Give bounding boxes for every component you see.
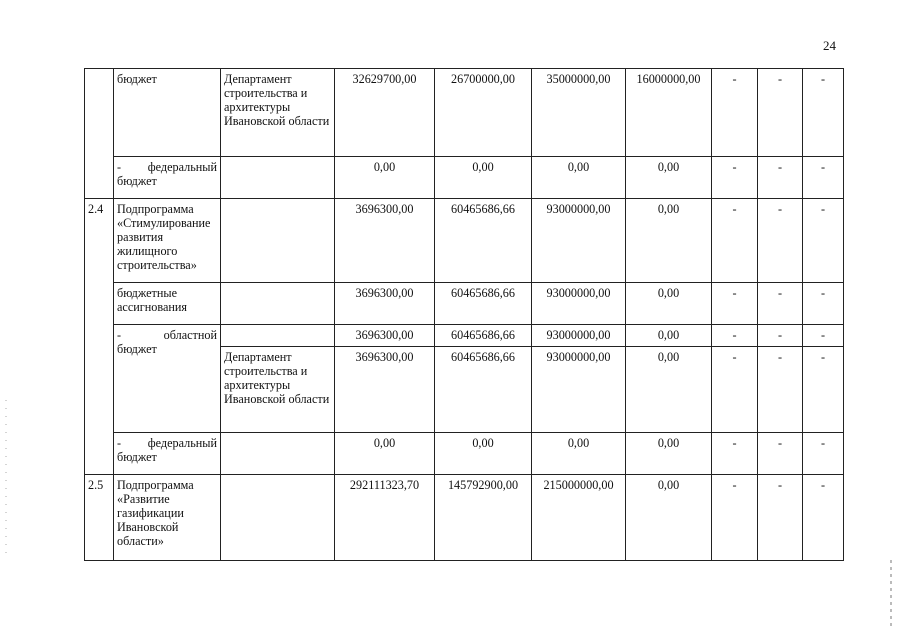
dash-cell: - — [803, 433, 844, 475]
value-cell: 0,00 — [335, 433, 435, 475]
table-row — [85, 283, 844, 325]
dash-cell: - — [803, 199, 844, 283]
dash-cell: - — [758, 325, 803, 347]
executor — [221, 325, 335, 347]
dash-cell: - — [712, 199, 758, 283]
value-cell: 3696300,00 — [335, 347, 435, 433]
page-number: 24 — [823, 38, 836, 53]
dash-cell: - — [758, 283, 803, 325]
executor: Департамент строительства и архитектуры Ивановской области — [221, 347, 335, 433]
dash-cell: - — [758, 475, 803, 561]
value-cell: 60465686,66 — [435, 199, 532, 283]
value-cell: 0,00 — [626, 157, 712, 199]
dash-cell: - — [712, 157, 758, 199]
executor: Департамент строительства и архитектуры Ивановской области — [221, 69, 335, 157]
value-cell: 0,00 — [626, 347, 712, 433]
value-cell: 60465686,66 — [435, 325, 532, 347]
value-cell: 3696300,00 — [335, 325, 435, 347]
value-cell: 0,00 — [435, 433, 532, 475]
dash-cell: - — [758, 157, 803, 199]
table-row — [85, 69, 844, 157]
dash-cell: - — [803, 475, 844, 561]
dash-cell: - — [803, 283, 844, 325]
executor — [221, 283, 335, 325]
executor — [221, 433, 335, 475]
dash-cell: - — [803, 157, 844, 199]
dash-cell: - — [758, 199, 803, 283]
value-cell: 60465686,66 — [435, 283, 532, 325]
funding-source: - федеральный бюджет — [114, 433, 221, 475]
dash-cell: - — [712, 283, 758, 325]
row-index: 2.4 — [85, 199, 114, 475]
funding-source: бюджет — [114, 69, 221, 157]
funding-source: бюджетные ассигнования — [114, 283, 221, 325]
value-cell: 0,00 — [626, 199, 712, 283]
value-cell: 0,00 — [626, 475, 712, 561]
value-cell: 26700000,00 — [435, 69, 532, 157]
value-cell: 93000000,00 — [532, 347, 626, 433]
funding-source: Подпрограмма «Стимулирование развития жилищного строительства» — [114, 199, 221, 283]
value-cell: 93000000,00 — [532, 283, 626, 325]
value-cell: 16000000,00 — [626, 69, 712, 157]
value-cell: 0,00 — [626, 433, 712, 475]
value-cell: 0,00 — [335, 157, 435, 199]
funding-source: - федеральный бюджет — [114, 157, 221, 199]
row-index: 2.5 — [85, 475, 114, 561]
dash-cell: - — [758, 69, 803, 157]
dash-cell: - — [758, 433, 803, 475]
executor — [221, 199, 335, 283]
table-row — [85, 433, 844, 475]
value-cell: 93000000,00 — [532, 199, 626, 283]
dash-cell: - — [803, 325, 844, 347]
dash-cell: - — [712, 69, 758, 157]
funding-source: Подпрограмма «Развитие газификации Ивановской области» — [114, 475, 221, 561]
dash-cell: - — [712, 475, 758, 561]
value-cell: 0,00 — [532, 433, 626, 475]
value-cell: 0,00 — [626, 283, 712, 325]
table-row — [85, 475, 844, 561]
dash-cell: - — [803, 69, 844, 157]
value-cell: 35000000,00 — [532, 69, 626, 157]
dash-cell: - — [712, 347, 758, 433]
value-cell: 215000000,00 — [532, 475, 626, 561]
budget-table — [84, 68, 844, 561]
value-cell: 3696300,00 — [335, 283, 435, 325]
value-cell: 0,00 — [435, 157, 532, 199]
value-cell: 93000000,00 — [532, 325, 626, 347]
value-cell: 32629700,00 — [335, 69, 435, 157]
table-row — [85, 157, 844, 199]
value-cell: 292111323,70 — [335, 475, 435, 561]
dash-cell: - — [712, 433, 758, 475]
value-cell: 3696300,00 — [335, 199, 435, 283]
funding-source: - областной бюджет — [114, 325, 221, 433]
dash-cell: - — [712, 325, 758, 347]
row-index — [85, 69, 114, 199]
value-cell: 60465686,66 — [435, 347, 532, 433]
dash-cell: - — [803, 347, 844, 433]
executor — [221, 157, 335, 199]
value-cell: 0,00 — [626, 325, 712, 347]
table-row — [85, 199, 844, 283]
executor — [221, 475, 335, 561]
table-row — [85, 325, 844, 347]
value-cell: 145792900,00 — [435, 475, 532, 561]
dash-cell: - — [758, 347, 803, 433]
value-cell: 0,00 — [532, 157, 626, 199]
